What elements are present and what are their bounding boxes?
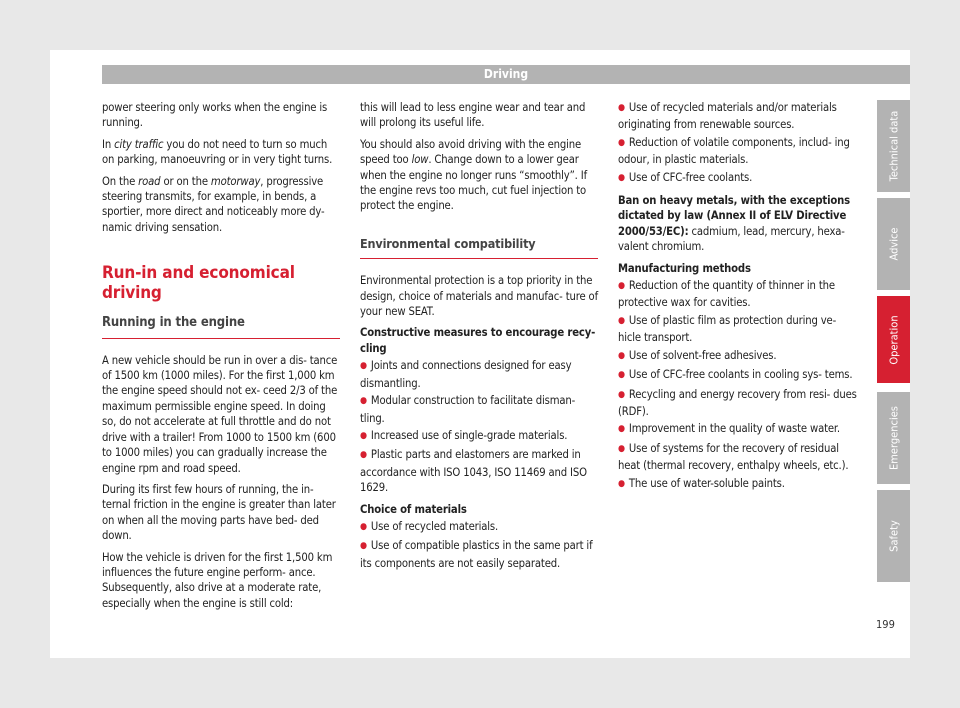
paragraph: You should also avoid driving with the engine speed too low. Change down to a lower gear when the engine no longer runs “smoothly”. If the engine revs too much, cut fuel injection to protect the engine.: [360, 137, 587, 213]
manual-page: [50, 50, 910, 658]
paragraph: In city traffic you do not need to turn so much on parking, manoeuvring or in very tight turns.: [102, 137, 333, 167]
column-3: [618, 100, 858, 499]
list-item: ● Use of recycled materials and/or materials originating from renewable sources.: [618, 100, 858, 133]
list-item: ● Use of CFC-free coolants in cooling sys- tems.: [618, 367, 858, 384]
tab-advice[interactable]: Advice: [877, 198, 910, 290]
list-heading: Choice of materials: [360, 502, 467, 516]
list-item: ● Reduction of volatile components, includ- ing odour, in plastic materials.: [618, 135, 858, 168]
column-1: [102, 100, 340, 617]
choice-list: [360, 519, 598, 571]
tab-safety[interactable]: Safety: [877, 490, 910, 582]
paragraph: During its first few hours of running, the in- ternal friction in the engine is greater than later on when all the moving parts have bed- ded down.: [102, 482, 336, 543]
list-item: ● Use of systems for the recovery of residual heat (thermal recovery, enthalpy wheels, etc.).: [618, 441, 858, 474]
tab-technical-data[interactable]: Technical data: [877, 100, 910, 192]
tab-emergencies[interactable]: Emergencies: [877, 392, 910, 484]
chapter-heading: Run-in and economical driving: [102, 263, 295, 304]
list-item: ● Use of solvent-free adhesives.: [618, 348, 858, 365]
manufacturing-list: [618, 278, 858, 493]
list-item: ● Use of plastic film as protection during ve- hicle transport.: [618, 313, 858, 346]
paragraph: Environmental protection is a top priority in the design, choice of materials and manufac- ture of your new SEAT.: [360, 274, 598, 319]
section-header: Driving: [102, 65, 910, 84]
column-2: [360, 100, 598, 577]
list-heading: Manufacturing methods: [618, 261, 751, 275]
section-heading: Environmental compatibility: [360, 236, 598, 259]
list-item: ● Recycling and energy recovery from resi- dues (RDF).: [618, 387, 858, 420]
list-item: ● Use of recycled materials.: [360, 519, 598, 536]
paragraph: this will lead to less engine wear and tear and will prolong its useful life.: [360, 101, 586, 130]
tab-operation[interactable]: Operation: [877, 296, 910, 383]
list-item: ● Improvement in the quality of waste water.: [618, 421, 858, 438]
paragraph: Ban on heavy metals, with the exceptions dictated by law (Annex II of ELV Directive 2000/53/EC): cadmium, lead, mercury, hexa- valent chromium.: [618, 194, 850, 254]
list-item: ● The use of water-soluble paints.: [618, 476, 858, 493]
list-item: ● Use of CFC-free coolants.: [618, 170, 858, 187]
list-item: ● Increased use of single-grade materials.: [360, 428, 598, 445]
paragraph: power steering only works when the engine is running.: [102, 101, 328, 130]
list-item: ● Use of compatible plastics in the same part if its components are not easily separated.: [360, 538, 598, 571]
paragraph: On the road or on the motorway, progressive steering transmits, for example, in bends, a sportier, more direct and noticeably more dy- namic driving sensation.: [102, 174, 325, 234]
paragraph: How the vehicle is driven for the first 1,500 km influences the future engine perform- ance. Subsequently, also drive at a moderate rate, especially when the engine is still cold:: [102, 550, 333, 610]
page-number: 199: [876, 618, 895, 631]
list-item: ● Plastic parts and elastomers are marked in accordance with ISO 1043, ISO 11469 and ISO 1629.: [360, 447, 598, 495]
section-heading: Running in the engine: [102, 315, 340, 338]
list-item: ● Reduction of the quantity of thinner in the protective wax for cavities.: [618, 278, 858, 311]
list-item: ● Joints and connections designed for easy dismantling.: [360, 358, 598, 391]
paragraph: A new vehicle should be run in over a dis- tance of 1500 km (1000 miles). For the first 1,000 km the engine speed should not ex- ceed 2/3 of the maximum permissible engine speed. In doing so, do not accelerate at full throttle and do not drive with a trailer! From 1000 to 1500 km (600 to 1000 miles) you can gradually increase the engine rpm and road speed.: [102, 353, 338, 475]
list-item: ● Modular construction to facilitate disman- tling.: [360, 393, 598, 426]
list-heading: Constructive measures to encourage recy- cling: [360, 326, 596, 355]
constructive-list: [360, 358, 598, 495]
